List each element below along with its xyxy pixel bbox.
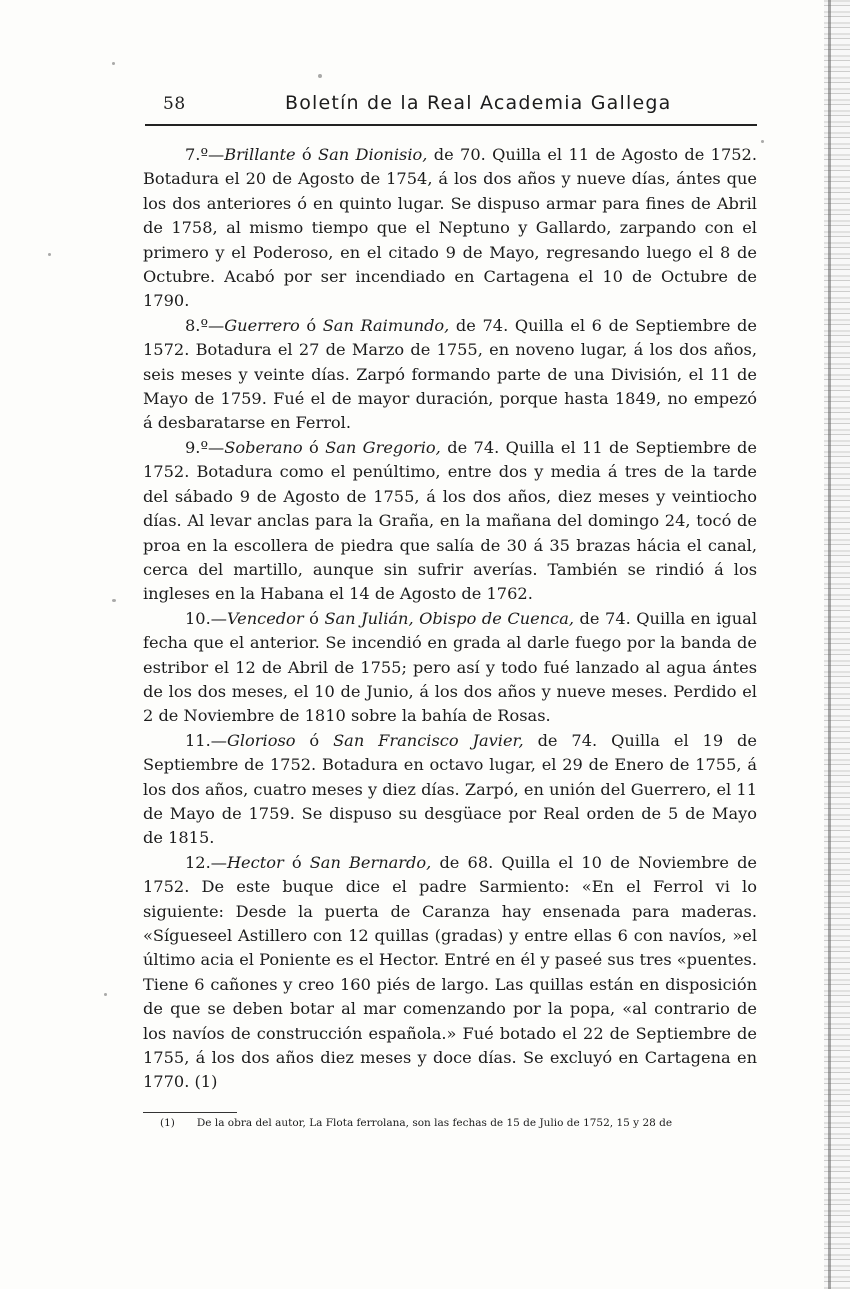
saint-name: San Raimundo, — [322, 315, 450, 335]
ship-name: Brillante — [224, 145, 296, 164]
conjunction: ó — [295, 730, 334, 750]
ship-name: Glorioso — [226, 730, 296, 750]
paragraph-ship-7 — [143, 143, 757, 314]
saint-name: San Francisco Javier, — [333, 730, 524, 750]
entry-text: de 74. Quilla el 11 de Septiembre de 1752. Botadura como el penúltimo, entre dos y media á tres de la tarde del sábado 9 de Agosto de 1755, á los dos años, diez meses y veintiocho días. Al levar anclas para la Graña, en la mañana del domingo 24, tocó de proa en la escollera de piedra que salía de 30 á 35 brazas hácia el canal, cerca del martillo, aunque sin sufrir averías. También se rindió á los ingleses en la Habana el 14 de Agosto de 1762. — [143, 437, 757, 604]
footnote-mark: (1) — [160, 1117, 175, 1129]
page-header — [145, 94, 757, 124]
saint-name: San Julián, Obispo de Cuenca, — [324, 608, 575, 628]
saint-name: San Bernardo, — [309, 852, 432, 872]
page-binding-edge — [824, 0, 850, 1289]
page-number: 58 — [163, 94, 186, 114]
entry-number: 12.— — [185, 852, 227, 872]
scan-speck — [104, 993, 107, 996]
entry-number: 8.º— — [185, 315, 225, 335]
conjunction: ó — [295, 145, 319, 164]
entry-number: 9.º— — [185, 437, 225, 457]
scan-speck — [112, 62, 115, 65]
entry-text: de 74. Quilla el 19 de Septiembre de 1752. Botadura en octavo lugar, el 29 de Enero de 1755, á los dos años, cuatro meses y diez días. Zarpó, en unión del Guerrero, el 11 de Mayo de 1759. Se dispuso su desgüace por Real orden de 5 de Mayo de 1815. — [143, 730, 758, 848]
body-text — [143, 143, 757, 1095]
ship-name: Soberano — [224, 437, 303, 457]
footnote-text: De la obra del autor, La Flota ferrolana, son las fechas de 15 de Julio de 1752, 15 y 28 de — [196, 1117, 673, 1129]
paragraph-ship-9 — [143, 436, 757, 607]
ship-name: Guerrero — [224, 315, 300, 335]
running-title: Boletín de la Real Academia Gallega — [285, 92, 672, 114]
entry-text: de 68. Quilla el 10 de Noviembre de 1752. De este buque dice el padre Sarmiento: «En el Ferrol vi lo siguiente: Desde la puerta de Caranza hay ensenada para maderas. «Sígueseel Astillero con 12 quillas (gradas) y entre ellas 6 con navíos, »el último acia el Poniente es el Hector. Entré en él y paseé sus tres «puentes. Tiene 6 cañones y creo 160 piés de largo. Las quillas están en disposición de que se deben botar al mar comenzando por la popa, «al contrario de los navíos de construcción española.» Fué botado el 22 de Septiembre de 1755, á los dos años diez meses y doce días. Se excluyó en Cartagena en 1770. (1) — [143, 852, 758, 1092]
conjunction: ó — [283, 852, 310, 872]
ship-name: Vencedor — [226, 608, 304, 628]
ship-name: Hector — [226, 852, 284, 872]
scan-speck — [48, 253, 51, 256]
scan-speck — [112, 599, 116, 602]
paragraph-ship-11 — [143, 729, 757, 851]
header-rule — [145, 124, 757, 126]
entry-number: 7.º— — [185, 145, 225, 164]
paragraph-ship-12 — [143, 851, 757, 1095]
conjunction: ó — [302, 437, 326, 457]
paragraph-ship-8 — [143, 314, 757, 436]
entry-text: de 70. Quilla el 11 de Agosto de 1752. Botadura el 20 de Agosto de 1754, á los dos años y nueve días, ántes que los dos anteriores ó en quinto lugar. Se dispuso armar para fines de Abril de 1758, al mismo tiempo que el Neptuno y Gallardo, zarpando con el primero y el Poderoso, en el citado 9 de Mayo, regresando luego el 8 de Octubre. Acabó por ser incendiado en Cartagena el 10 de Octubre de 1790. — [143, 145, 757, 311]
saint-name: San Dionisio, — [318, 145, 428, 164]
saint-name: San Gregorio, — [325, 437, 441, 457]
paragraph-ship-10 — [143, 607, 757, 729]
scan-speck — [761, 140, 764, 143]
entry-text: de 74. Quilla el 6 de Septiembre de 1572. Botadura el 27 de Marzo de 1755, en noveno lugar, á los dos años, seis meses y veinte días. Zarpó formando parte de una División, el 11 de Mayo de 1759. Fué el de mayor duración, porque hasta 1849, no empezó á desbaratarse en Ferrol. — [143, 315, 758, 433]
footnote — [160, 1116, 760, 1130]
entry-number: 10.— — [185, 608, 227, 628]
scan-speck — [318, 74, 322, 78]
footnote-rule — [143, 1112, 237, 1113]
conjunction: ó — [303, 608, 325, 628]
entry-number: 11.— — [185, 730, 227, 750]
entry-text: de 74. Quilla en igual fecha que el anterior. Se incendió en grada al darle fuego por la banda de estribor el 12 de Abril de 1755; pero así y todo fué lanzado al agua ántes de los dos meses, el 10 de Junio, á los dos años y nueve meses. Perdido el 2 de Noviembre de 1810 sobre la bahía de Rosas. — [143, 608, 757, 726]
conjunction: ó — [299, 315, 323, 335]
